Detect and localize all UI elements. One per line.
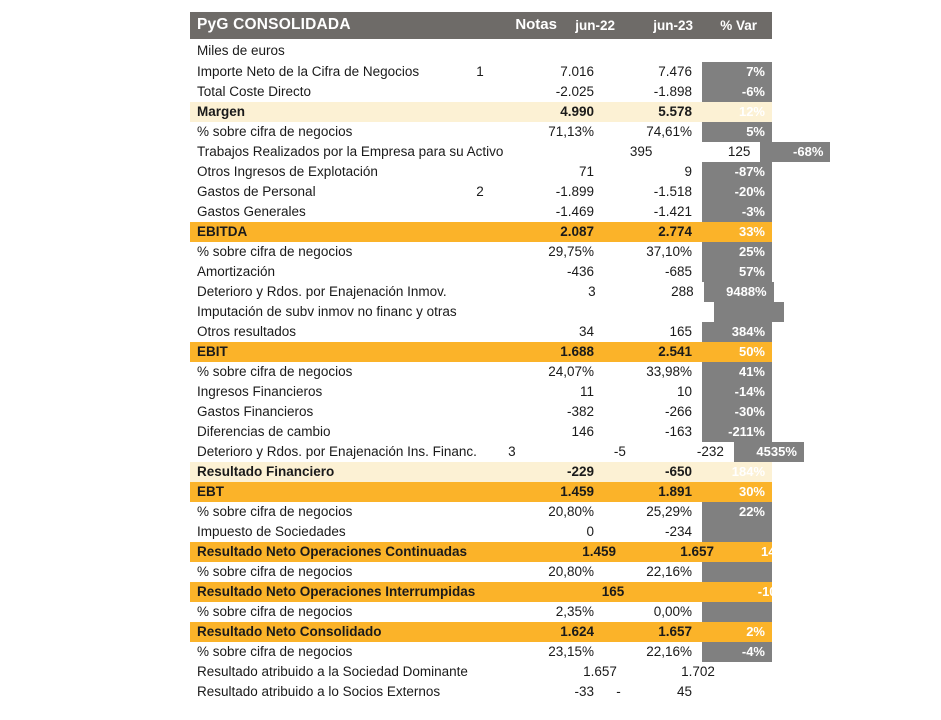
var-value-cell: 50% (738, 344, 765, 359)
jun22-value-cell: -1.469 (555, 204, 594, 219)
jun23-value-cell: -1.421 (653, 204, 692, 219)
row-label: Margen (197, 104, 246, 119)
jun22-value-cell: 2,35% (555, 604, 594, 619)
jun23-value-cell: 165 (669, 324, 692, 339)
jun23-value-cell: 22,16% (646, 564, 692, 579)
jun23-value-cell: 2.541 (658, 344, 692, 359)
table-row (190, 522, 772, 542)
var-value-cell: -3% (702, 202, 772, 222)
jun22-value-cell: 146 (571, 424, 594, 439)
jun22-value-cell: 24,07% (548, 364, 594, 379)
jun23-value-cell: 1.891 (658, 484, 692, 499)
jun22-value-cell: 4.990 (560, 104, 594, 119)
pyg-consolidada-report (190, 12, 824, 702)
var-value-cell: -100% (757, 584, 796, 599)
row-label: Resultado atribuido a la Sociedad Dominante (197, 664, 468, 679)
jun22-value-cell: 1.688 (560, 344, 594, 359)
row-label: Gastos de Personal (197, 184, 316, 199)
row-label: Otros resultados (197, 324, 297, 339)
var-value-cell: 2% (746, 624, 765, 639)
jun23-value-cell: 7.476 (658, 64, 692, 79)
jun22-value-cell: 165 (601, 584, 625, 599)
row-label: % sobre cifra de negocios (197, 564, 353, 579)
var-value-cell (702, 562, 772, 582)
jun23-value-cell: -650 (664, 464, 692, 479)
var-value-cell (702, 682, 772, 702)
jun22-value-cell: 2.087 (560, 224, 594, 239)
units-note: Miles de euros (197, 43, 285, 58)
var-value-cell: 30% (738, 484, 765, 499)
jun22-value-cell: 71 (578, 164, 594, 179)
jun22-value-cell: 395 (629, 144, 653, 159)
table-row (190, 122, 772, 142)
var-value-cell: -20% (702, 182, 772, 202)
table-header (190, 12, 772, 39)
jun23-value-cell: 5.578 (658, 104, 692, 119)
column-header-jun22: jun-22 (575, 18, 615, 33)
row-label: Gastos Generales (197, 204, 306, 219)
row-label: Deterioro y Rdos. por Enajenación Ins. Financ. (197, 444, 477, 459)
row-label: Total Coste Directo (197, 84, 312, 99)
row-label: Otros Ingresos de Explotación (197, 164, 378, 179)
jun22-value-cell: -1.899 (555, 184, 594, 199)
jun22-value-cell: 71,13% (548, 124, 594, 139)
jun22-value-cell: 20,80% (548, 564, 594, 579)
row-label: Importe Neto de la Cifra de Negocios (197, 64, 420, 79)
row-label: Trabajos Realizados por la Empresa para su Activo (197, 144, 504, 159)
table-row (190, 562, 772, 582)
row-label: Resultado Neto Operaciones Continuadas (197, 544, 468, 559)
jun22-value-cell: -5 (613, 444, 626, 459)
jun22-value-cell: 20,80% (548, 504, 594, 519)
table-row (190, 442, 797, 462)
table-row (190, 422, 772, 442)
var-value-cell: 384% (702, 322, 772, 342)
table-row (190, 322, 772, 342)
table-row (190, 602, 772, 622)
row-label: Deterioro y Rdos. por Enajenación Inmov. (197, 284, 447, 299)
table-row (190, 262, 772, 282)
jun22-value-cell: 1.657 (583, 664, 617, 679)
var-value-cell (725, 662, 795, 682)
row-label: Resultado Neto Consolidado (197, 624, 382, 639)
jun22-value-cell: 1.459 (582, 544, 617, 559)
row-label: Resultado Financiero (197, 464, 335, 479)
table-row (190, 242, 772, 262)
table-row (190, 202, 772, 222)
row-label: % sobre cifra de negocios (197, 244, 353, 259)
var-value-cell: -211% (702, 422, 772, 442)
jun22-value-cell: 29,75% (548, 244, 594, 259)
table-row (190, 382, 772, 402)
jun22-value-cell: 3 (588, 284, 596, 299)
jun23-value-cell: 125 (727, 144, 751, 159)
jun22-value-cell: -229 (566, 464, 594, 479)
var-value-cell (714, 302, 784, 322)
jun23-value-cell: -234 (664, 524, 692, 539)
jun22-value-cell: 7.016 (560, 64, 594, 79)
table-row (190, 62, 772, 82)
jun23-value-cell: 1.657 (680, 544, 715, 559)
var-value-cell: 41% (702, 362, 772, 382)
row-label: EBITDA (197, 224, 248, 239)
var-value-cell: 33% (738, 224, 765, 239)
jun22-value-cell: -436 (566, 264, 594, 279)
var-value-cell (702, 522, 772, 542)
jun23-value-cell: 37,10% (646, 244, 692, 259)
table-row (190, 182, 772, 202)
jun23-value-cell: -266 (664, 404, 692, 419)
row-label: Impuesto de Sociedades (197, 524, 346, 539)
table-row (190, 622, 772, 642)
row-label: % sobre cifra de negocios (197, 504, 353, 519)
jun23-value-cell: -232 (696, 444, 724, 459)
row-label: % sobre cifra de negocios (197, 124, 353, 139)
jun23-value-cell: 33,98% (646, 364, 692, 379)
var-value-cell: 25% (702, 242, 772, 262)
jun22-value-cell: 34 (578, 324, 594, 339)
jun23-value-cell: 10 (676, 384, 692, 399)
table-row (190, 142, 824, 162)
column-header-var: % Var (720, 18, 757, 33)
jun23-value-cell: 22,16% (646, 644, 692, 659)
table-row (190, 82, 772, 102)
row-label: Amortización (197, 264, 276, 279)
var-value-cell: 12% (738, 104, 765, 119)
table-row (190, 282, 772, 302)
row-label: EBT (197, 484, 224, 499)
jun23-value-cell: 2.774 (658, 224, 692, 239)
var-value-cell: -30% (702, 402, 772, 422)
table-row (190, 502, 772, 522)
var-value-cell (702, 602, 772, 622)
table-row (190, 462, 772, 482)
jun23-value-cell: -1.898 (653, 84, 692, 99)
jun23-value-cell: 288 (671, 284, 694, 299)
var-value-cell: -14% (702, 382, 772, 402)
jun23-value-cell: -685 (664, 264, 692, 279)
row-label: Ingresos Financieros (197, 384, 323, 399)
jun23-value-cell: -163 (664, 424, 692, 439)
row-label: EBIT (197, 344, 228, 359)
table-row (190, 482, 772, 502)
var-value-cell: 22% (702, 502, 772, 522)
var-value-cell: -4% (702, 642, 772, 662)
jun23-value-cell: 0,00% (653, 604, 692, 619)
var-value-cell: 5% (702, 122, 772, 142)
var-value-cell: -87% (702, 162, 772, 182)
table-row (190, 662, 772, 682)
report-title: PyG CONSOLIDADA (197, 16, 351, 33)
var-value-cell: 7% (702, 62, 772, 82)
row-label: % sobre cifra de negocios (197, 364, 353, 379)
table-row (190, 682, 772, 702)
nota-cell: 2 (476, 184, 484, 199)
table-row (190, 582, 796, 602)
jun23-value-cell: 9 (684, 164, 692, 179)
table-row (190, 302, 772, 322)
table-body (190, 62, 824, 702)
var-value-cell: 4535% (734, 442, 804, 462)
table-row (190, 162, 772, 182)
var-value-cell: 184% (731, 464, 765, 479)
table-row (190, 362, 772, 382)
var-value-cell: -68% (760, 142, 830, 162)
jun23-value-cell: -1.518 (653, 184, 692, 199)
table-row (190, 402, 772, 422)
jun22-value-cell: 11 (579, 384, 594, 399)
var-value-cell: 14% (761, 544, 788, 559)
jun23-value-cell: 1.702 (681, 664, 715, 679)
table-row (190, 102, 772, 122)
jun22-value-cell: -382 (566, 404, 594, 419)
jun22-value-cell: 1.459 (560, 484, 594, 499)
row-label: % sobre cifra de negocios (197, 644, 353, 659)
jun23-value-cell: 74,61% (646, 124, 692, 139)
row-label: Gastos Financieros (197, 404, 314, 419)
jun23-value-cell: - 45 (616, 684, 692, 699)
jun22-value-cell: -2.025 (555, 84, 594, 99)
jun22-value-cell: 1.624 (560, 624, 594, 639)
row-label: % sobre cifra de negocios (197, 604, 353, 619)
jun22-value-cell: 0 (586, 524, 594, 539)
table-row (190, 642, 772, 662)
jun22-value-cell: -33 (574, 684, 594, 699)
table-row (190, 222, 772, 242)
jun23-value-cell: 25,29% (646, 504, 692, 519)
table-row (190, 542, 788, 562)
row-label: Resultado atribuido a lo Socios Externos (197, 684, 441, 699)
jun22-value-cell: 23,15% (548, 644, 594, 659)
var-value-cell: -6% (702, 82, 772, 102)
nota-cell: 3 (508, 444, 516, 459)
column-header-jun23: jun-23 (653, 18, 693, 33)
nota-cell: 1 (476, 64, 484, 79)
row-label: Imputación de subv inmov no financ y otras (197, 304, 457, 319)
jun23-value-cell: 1.657 (658, 624, 692, 639)
column-header-notas: Notas (515, 16, 557, 33)
var-value-cell: 9488% (704, 282, 774, 302)
table-row (190, 342, 772, 362)
var-value-cell: 57% (702, 262, 772, 282)
row-label: Diferencias de cambio (197, 424, 331, 439)
row-label: Resultado Neto Operaciones Interrumpidas (197, 584, 476, 599)
